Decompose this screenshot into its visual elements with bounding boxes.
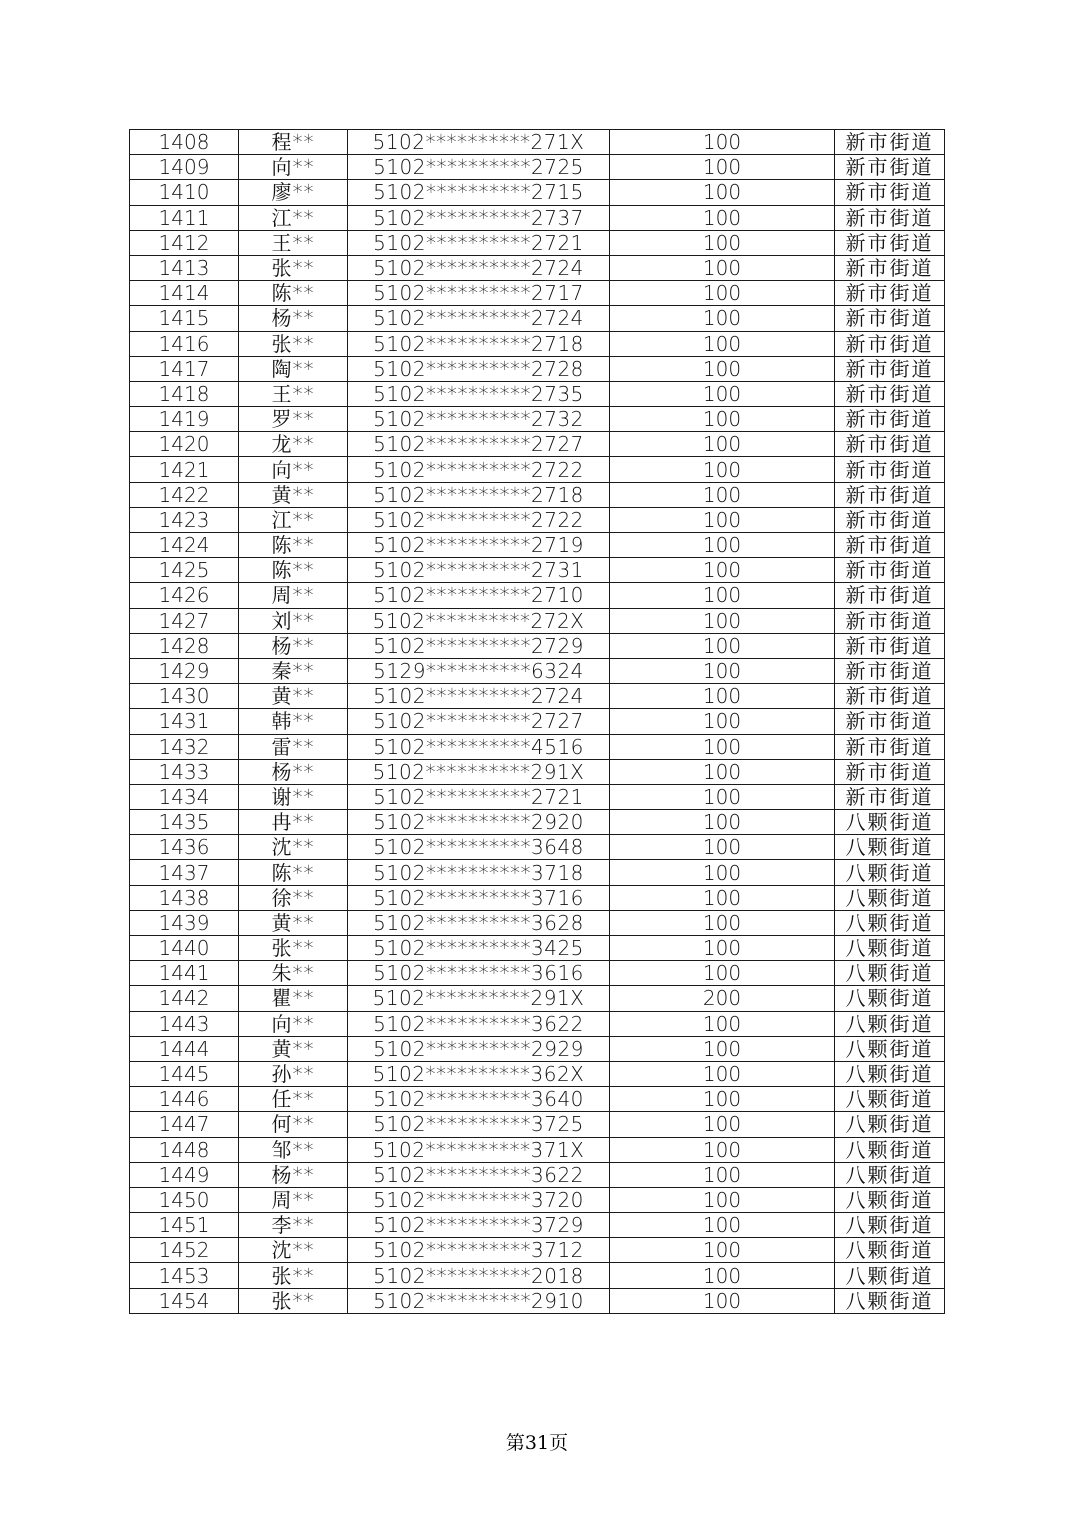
row-number-cell: 1447 xyxy=(130,1112,239,1137)
street-cell: 八颗街道 xyxy=(835,885,945,910)
id-number-cell: 5102**********2724 xyxy=(348,255,610,280)
id-number-cell: 5102**********2718 xyxy=(348,482,610,507)
name-cell: 陈** xyxy=(239,533,348,558)
row-number-cell: 1445 xyxy=(130,1061,239,1086)
name-cell: 黄** xyxy=(239,1036,348,1061)
street-cell: 新市街道 xyxy=(835,180,945,205)
name-cell: 徐** xyxy=(239,885,348,910)
name-cell: 冉** xyxy=(239,810,348,835)
amount-cell: 100 xyxy=(610,1238,835,1263)
name-cell: 谢** xyxy=(239,784,348,809)
table-row xyxy=(130,230,945,255)
name-cell: 杨** xyxy=(239,633,348,658)
id-number-cell: 5102**********291X xyxy=(348,986,610,1011)
id-number-cell: 5102**********2729 xyxy=(348,633,610,658)
row-number-cell: 1417 xyxy=(130,356,239,381)
row-number-cell: 1415 xyxy=(130,306,239,331)
id-number-cell: 5102**********3716 xyxy=(348,885,610,910)
id-number-cell: 5102**********2725 xyxy=(348,155,610,180)
id-number-cell: 5102**********3622 xyxy=(348,1011,610,1036)
row-number-cell: 1432 xyxy=(130,734,239,759)
name-cell: 沈** xyxy=(239,835,348,860)
amount-cell: 100 xyxy=(610,230,835,255)
table-row xyxy=(130,1137,945,1162)
amount-cell: 100 xyxy=(610,658,835,683)
row-number-cell: 1443 xyxy=(130,1011,239,1036)
amount-cell: 100 xyxy=(610,961,835,986)
row-number-cell: 1419 xyxy=(130,407,239,432)
row-number-cell: 1435 xyxy=(130,810,239,835)
name-cell: 张** xyxy=(239,255,348,280)
id-number-cell: 5102**********371X xyxy=(348,1137,610,1162)
name-cell: 向** xyxy=(239,155,348,180)
street-cell: 八颗街道 xyxy=(835,1137,945,1162)
street-cell: 新市街道 xyxy=(835,306,945,331)
table-row xyxy=(130,432,945,457)
street-cell: 八颗街道 xyxy=(835,910,945,935)
row-number-cell: 1438 xyxy=(130,885,239,910)
street-cell: 八颗街道 xyxy=(835,1036,945,1061)
name-cell: 廖** xyxy=(239,180,348,205)
table-row xyxy=(130,734,945,759)
table-row xyxy=(130,281,945,306)
id-number-cell: 5102**********2728 xyxy=(348,356,610,381)
id-number-cell: 5102**********3640 xyxy=(348,1087,610,1112)
row-number-cell: 1446 xyxy=(130,1087,239,1112)
amount-cell: 100 xyxy=(610,734,835,759)
id-number-cell: 5102**********3725 xyxy=(348,1112,610,1137)
name-cell: 黄** xyxy=(239,910,348,935)
street-cell: 八颗街道 xyxy=(835,1087,945,1112)
recipient-table xyxy=(129,129,945,1314)
table-row xyxy=(130,180,945,205)
table-row xyxy=(130,1187,945,1212)
amount-cell: 100 xyxy=(610,583,835,608)
street-cell: 新市街道 xyxy=(835,432,945,457)
street-cell: 新市街道 xyxy=(835,684,945,709)
street-cell: 新市街道 xyxy=(835,507,945,532)
name-cell: 黄** xyxy=(239,684,348,709)
table-row xyxy=(130,1061,945,1086)
name-cell: 雷** xyxy=(239,734,348,759)
row-number-cell: 1429 xyxy=(130,658,239,683)
row-number-cell: 1433 xyxy=(130,759,239,784)
table-row xyxy=(130,1162,945,1187)
row-number-cell: 1454 xyxy=(130,1288,239,1313)
name-cell: 陈** xyxy=(239,558,348,583)
name-cell: 杨** xyxy=(239,306,348,331)
row-number-cell: 1439 xyxy=(130,910,239,935)
table-row xyxy=(130,583,945,608)
name-cell: 沈** xyxy=(239,1238,348,1263)
street-cell: 八颗街道 xyxy=(835,1213,945,1238)
table-row xyxy=(130,784,945,809)
table-row xyxy=(130,533,945,558)
table-row xyxy=(130,658,945,683)
row-number-cell: 1440 xyxy=(130,936,239,961)
id-number-cell: 5102**********2731 xyxy=(348,558,610,583)
table-row xyxy=(130,255,945,280)
id-number-cell: 5102**********2727 xyxy=(348,709,610,734)
table-row xyxy=(130,885,945,910)
name-cell: 龙** xyxy=(239,432,348,457)
name-cell: 王** xyxy=(239,381,348,406)
street-cell: 新市街道 xyxy=(835,608,945,633)
street-cell: 八颗街道 xyxy=(835,1112,945,1137)
amount-cell: 100 xyxy=(610,1162,835,1187)
row-number-cell: 1453 xyxy=(130,1263,239,1288)
amount-cell: 100 xyxy=(610,331,835,356)
id-number-cell: 5102**********2724 xyxy=(348,684,610,709)
street-cell: 新市街道 xyxy=(835,205,945,230)
name-cell: 陈** xyxy=(239,860,348,885)
amount-cell: 100 xyxy=(610,608,835,633)
id-number-cell: 5102**********2737 xyxy=(348,205,610,230)
name-cell: 罗** xyxy=(239,407,348,432)
street-cell: 八颗街道 xyxy=(835,1061,945,1086)
street-cell: 八颗街道 xyxy=(835,936,945,961)
row-number-cell: 1428 xyxy=(130,633,239,658)
table-row xyxy=(130,381,945,406)
amount-cell: 100 xyxy=(610,1137,835,1162)
row-number-cell: 1426 xyxy=(130,583,239,608)
table-row xyxy=(130,1263,945,1288)
row-number-cell: 1448 xyxy=(130,1137,239,1162)
name-cell: 江** xyxy=(239,205,348,230)
id-number-cell: 5102**********2732 xyxy=(348,407,610,432)
name-cell: 秦** xyxy=(239,658,348,683)
amount-cell: 100 xyxy=(610,356,835,381)
name-cell: 陈** xyxy=(239,281,348,306)
row-number-cell: 1430 xyxy=(130,684,239,709)
row-number-cell: 1408 xyxy=(130,130,239,155)
name-cell: 邹** xyxy=(239,1137,348,1162)
id-number-cell: 5102**********2715 xyxy=(348,180,610,205)
street-cell: 新市街道 xyxy=(835,407,945,432)
amount-cell: 100 xyxy=(610,1187,835,1212)
row-number-cell: 1444 xyxy=(130,1036,239,1061)
amount-cell: 100 xyxy=(610,281,835,306)
name-cell: 张** xyxy=(239,936,348,961)
amount-cell: 100 xyxy=(610,633,835,658)
amount-cell: 100 xyxy=(610,507,835,532)
row-number-cell: 1441 xyxy=(130,961,239,986)
table-row xyxy=(130,1011,945,1036)
amount-cell: 100 xyxy=(610,1087,835,1112)
amount-cell: 100 xyxy=(610,1263,835,1288)
name-cell: 张** xyxy=(239,331,348,356)
street-cell: 八颗街道 xyxy=(835,1011,945,1036)
id-number-cell: 5102**********271X xyxy=(348,130,610,155)
row-number-cell: 1422 xyxy=(130,482,239,507)
name-cell: 瞿** xyxy=(239,986,348,1011)
table-row xyxy=(130,356,945,381)
table-row xyxy=(130,1213,945,1238)
street-cell: 新市街道 xyxy=(835,457,945,482)
row-number-cell: 1411 xyxy=(130,205,239,230)
name-cell: 孙** xyxy=(239,1061,348,1086)
row-number-cell: 1436 xyxy=(130,835,239,860)
row-number-cell: 1451 xyxy=(130,1213,239,1238)
amount-cell: 100 xyxy=(610,381,835,406)
row-number-cell: 1442 xyxy=(130,986,239,1011)
street-cell: 新市街道 xyxy=(835,709,945,734)
name-cell: 程** xyxy=(239,130,348,155)
table-row xyxy=(130,835,945,860)
amount-cell: 100 xyxy=(610,1288,835,1313)
name-cell: 朱** xyxy=(239,961,348,986)
amount-cell: 100 xyxy=(610,885,835,910)
table-row xyxy=(130,684,945,709)
name-cell: 李** xyxy=(239,1213,348,1238)
amount-cell: 100 xyxy=(610,432,835,457)
id-number-cell: 5102**********2910 xyxy=(348,1288,610,1313)
street-cell: 新市街道 xyxy=(835,784,945,809)
amount-cell: 100 xyxy=(610,130,835,155)
amount-cell: 100 xyxy=(610,482,835,507)
id-number-cell: 5102**********2722 xyxy=(348,457,610,482)
row-number-cell: 1425 xyxy=(130,558,239,583)
street-cell: 新市街道 xyxy=(835,533,945,558)
name-cell: 杨** xyxy=(239,1162,348,1187)
id-number-cell: 5102**********2721 xyxy=(348,230,610,255)
id-number-cell: 5102**********2719 xyxy=(348,533,610,558)
amount-cell: 100 xyxy=(610,910,835,935)
name-cell: 向** xyxy=(239,1011,348,1036)
id-number-cell: 5102**********272X xyxy=(348,608,610,633)
name-cell: 黄** xyxy=(239,482,348,507)
amount-cell: 100 xyxy=(610,457,835,482)
table-row xyxy=(130,331,945,356)
amount-cell: 100 xyxy=(610,255,835,280)
name-cell: 张** xyxy=(239,1288,348,1313)
street-cell: 新市街道 xyxy=(835,255,945,280)
row-number-cell: 1434 xyxy=(130,784,239,809)
table-row xyxy=(130,910,945,935)
amount-cell: 100 xyxy=(610,709,835,734)
amount-cell: 100 xyxy=(610,1213,835,1238)
street-cell: 八颗街道 xyxy=(835,1238,945,1263)
street-cell: 新市街道 xyxy=(835,759,945,784)
row-number-cell: 1410 xyxy=(130,180,239,205)
id-number-cell: 5102**********3425 xyxy=(348,936,610,961)
table-row xyxy=(130,482,945,507)
id-number-cell: 5102**********3718 xyxy=(348,860,610,885)
amount-cell: 100 xyxy=(610,306,835,331)
table-row xyxy=(130,155,945,180)
table-row xyxy=(130,961,945,986)
id-number-cell: 5102**********2710 xyxy=(348,583,610,608)
street-cell: 新市街道 xyxy=(835,583,945,608)
row-number-cell: 1423 xyxy=(130,507,239,532)
amount-cell: 100 xyxy=(610,835,835,860)
id-number-cell: 5102**********2721 xyxy=(348,784,610,809)
row-number-cell: 1421 xyxy=(130,457,239,482)
id-number-cell: 5102**********3720 xyxy=(348,1187,610,1212)
table-row xyxy=(130,1087,945,1112)
table-row xyxy=(130,1036,945,1061)
id-number-cell: 5102**********3628 xyxy=(348,910,610,935)
name-cell: 刘** xyxy=(239,608,348,633)
id-number-cell: 5129**********6324 xyxy=(348,658,610,683)
id-number-cell: 5102**********2717 xyxy=(348,281,610,306)
table-row xyxy=(130,759,945,784)
id-number-cell: 5102**********2920 xyxy=(348,810,610,835)
id-number-cell: 5102**********2018 xyxy=(348,1263,610,1288)
street-cell: 新市街道 xyxy=(835,482,945,507)
amount-cell: 100 xyxy=(610,558,835,583)
amount-cell: 100 xyxy=(610,1112,835,1137)
amount-cell: 100 xyxy=(610,860,835,885)
street-cell: 新市街道 xyxy=(835,734,945,759)
amount-cell: 100 xyxy=(610,684,835,709)
table-row xyxy=(130,558,945,583)
row-number-cell: 1413 xyxy=(130,255,239,280)
table-row xyxy=(130,860,945,885)
street-cell: 八颗街道 xyxy=(835,1288,945,1313)
street-cell: 八颗街道 xyxy=(835,835,945,860)
table-row xyxy=(130,306,945,331)
name-cell: 何** xyxy=(239,1112,348,1137)
name-cell: 向** xyxy=(239,457,348,482)
name-cell: 杨** xyxy=(239,759,348,784)
row-number-cell: 1437 xyxy=(130,860,239,885)
table-row xyxy=(130,507,945,532)
page-number: 第31页 xyxy=(505,1432,569,1454)
row-number-cell: 1450 xyxy=(130,1187,239,1212)
amount-cell: 100 xyxy=(610,759,835,784)
table-row xyxy=(130,709,945,734)
street-cell: 新市街道 xyxy=(835,281,945,306)
table-row xyxy=(130,205,945,230)
name-cell: 陶** xyxy=(239,356,348,381)
table-row xyxy=(130,457,945,482)
table-row xyxy=(130,633,945,658)
table-row xyxy=(130,810,945,835)
row-number-cell: 1418 xyxy=(130,381,239,406)
table-body xyxy=(130,130,945,1314)
row-number-cell: 1431 xyxy=(130,709,239,734)
amount-cell: 100 xyxy=(610,1061,835,1086)
row-number-cell: 1420 xyxy=(130,432,239,457)
street-cell: 新市街道 xyxy=(835,381,945,406)
row-number-cell: 1452 xyxy=(130,1238,239,1263)
row-number-cell: 1414 xyxy=(130,281,239,306)
row-number-cell: 1409 xyxy=(130,155,239,180)
id-number-cell: 5102**********3712 xyxy=(348,1238,610,1263)
table-row xyxy=(130,1112,945,1137)
amount-cell: 200 xyxy=(610,986,835,1011)
amount-cell: 100 xyxy=(610,1011,835,1036)
row-number-cell: 1449 xyxy=(130,1162,239,1187)
id-number-cell: 5102**********2727 xyxy=(348,432,610,457)
name-cell: 王** xyxy=(239,230,348,255)
row-number-cell: 1412 xyxy=(130,230,239,255)
name-cell: 张** xyxy=(239,1263,348,1288)
row-number-cell: 1424 xyxy=(130,533,239,558)
id-number-cell: 5102**********3729 xyxy=(348,1213,610,1238)
id-number-cell: 5102**********4516 xyxy=(348,734,610,759)
street-cell: 新市街道 xyxy=(835,356,945,381)
amount-cell: 100 xyxy=(610,784,835,809)
street-cell: 八颗街道 xyxy=(835,986,945,1011)
street-cell: 新市街道 xyxy=(835,155,945,180)
id-number-cell: 5102**********3616 xyxy=(348,961,610,986)
table-row xyxy=(130,130,945,155)
street-cell: 新市街道 xyxy=(835,331,945,356)
street-cell: 新市街道 xyxy=(835,658,945,683)
street-cell: 八颗街道 xyxy=(835,1162,945,1187)
id-number-cell: 5102**********2722 xyxy=(348,507,610,532)
table-row xyxy=(130,936,945,961)
id-number-cell: 5102**********3648 xyxy=(348,835,610,860)
street-cell: 新市街道 xyxy=(835,230,945,255)
name-cell: 韩** xyxy=(239,709,348,734)
table-row xyxy=(130,608,945,633)
id-number-cell: 5102**********3622 xyxy=(348,1162,610,1187)
street-cell: 八颗街道 xyxy=(835,810,945,835)
street-cell: 新市街道 xyxy=(835,558,945,583)
name-cell: 周** xyxy=(239,583,348,608)
street-cell: 八颗街道 xyxy=(835,1263,945,1288)
table-row xyxy=(130,986,945,1011)
street-cell: 新市街道 xyxy=(835,130,945,155)
id-number-cell: 5102**********291X xyxy=(348,759,610,784)
name-cell: 周** xyxy=(239,1187,348,1212)
amount-cell: 100 xyxy=(610,936,835,961)
id-number-cell: 5102**********2718 xyxy=(348,331,610,356)
id-number-cell: 5102**********2735 xyxy=(348,381,610,406)
street-cell: 新市街道 xyxy=(835,633,945,658)
amount-cell: 100 xyxy=(610,810,835,835)
amount-cell: 100 xyxy=(610,180,835,205)
name-cell: 江** xyxy=(239,507,348,532)
street-cell: 八颗街道 xyxy=(835,961,945,986)
amount-cell: 100 xyxy=(610,533,835,558)
street-cell: 八颗街道 xyxy=(835,1187,945,1212)
amount-cell: 100 xyxy=(610,155,835,180)
id-number-cell: 5102**********2929 xyxy=(348,1036,610,1061)
amount-cell: 100 xyxy=(610,205,835,230)
row-number-cell: 1427 xyxy=(130,608,239,633)
id-number-cell: 5102**********2724 xyxy=(348,306,610,331)
id-number-cell: 5102**********362X xyxy=(348,1061,610,1086)
street-cell: 八颗街道 xyxy=(835,860,945,885)
amount-cell: 100 xyxy=(610,1036,835,1061)
table-row xyxy=(130,407,945,432)
name-cell: 任** xyxy=(239,1087,348,1112)
table-row xyxy=(130,1238,945,1263)
row-number-cell: 1416 xyxy=(130,331,239,356)
amount-cell: 100 xyxy=(610,407,835,432)
table-row xyxy=(130,1288,945,1313)
